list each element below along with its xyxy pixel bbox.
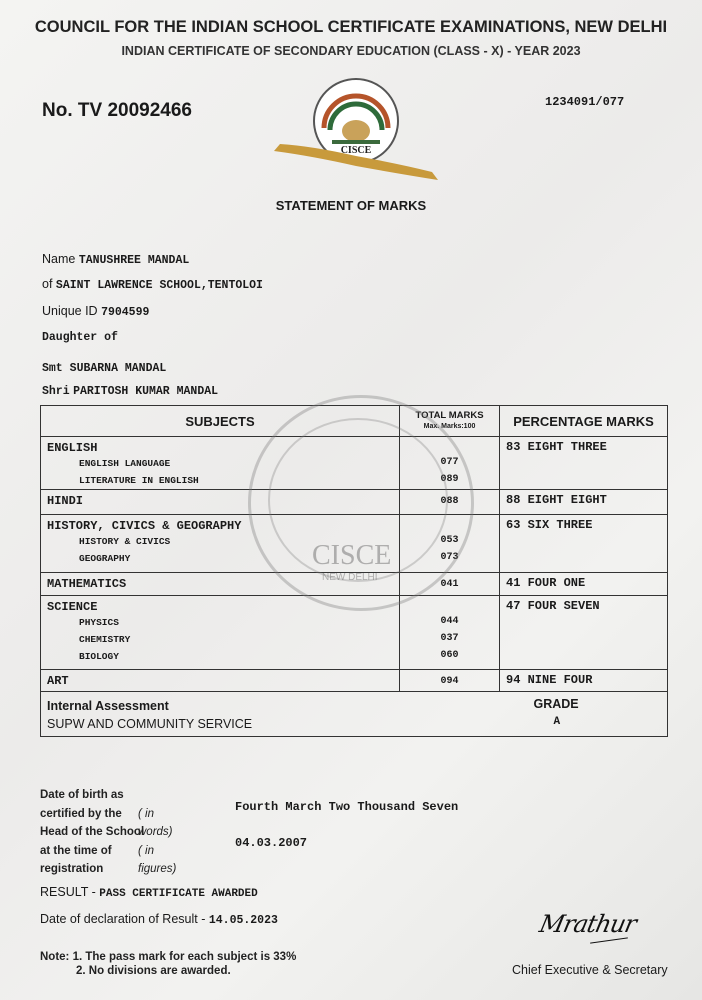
- reference-number: 1234091/077: [545, 95, 625, 109]
- relation-label: Daughter of: [42, 331, 118, 344]
- of-label: of: [42, 277, 53, 291]
- words-label: ( in words): [138, 807, 173, 838]
- percentage-cell: [500, 437, 668, 490]
- notes: [40, 950, 296, 978]
- signature: Mrathur: [537, 910, 639, 938]
- subject-cell: [41, 670, 400, 692]
- supw-label: SUPW AND COMMUNITY SERVICE: [47, 717, 253, 731]
- mother-row: [42, 360, 166, 375]
- internal-label: Internal Assessment: [47, 699, 169, 713]
- col-total-label: TOTAL MARKS: [415, 410, 484, 421]
- candidate-name: TANUSHREE MANDAL: [78, 254, 190, 267]
- sub-subject-name: PHYSICS: [79, 617, 119, 628]
- sub-subject-marks: 044: [440, 616, 459, 627]
- mother-name: SUBARNA MANDAL: [69, 362, 167, 375]
- uid-label: Unique ID: [42, 304, 98, 318]
- name-row: [42, 252, 189, 267]
- result-value: PASS CERTIFICATE AWARDED: [99, 888, 258, 900]
- dob-label-3: Head of the School: [40, 826, 145, 838]
- percentage-cell: [500, 573, 668, 596]
- declaration-label: Date of declaration of Result -: [40, 912, 206, 926]
- marks-cell: [400, 670, 500, 692]
- father-row: [42, 383, 218, 398]
- school-name: SAINT LAWRENCE SCHOOL,TENTOLOI: [55, 279, 263, 292]
- signatory-title: Chief Executive & Secretary: [512, 963, 668, 977]
- marks-cell: [400, 596, 500, 670]
- sub-subject-name: GEOGRAPHY: [79, 553, 131, 564]
- certificate-number: No. TV 20092466: [42, 100, 192, 121]
- col-subjects: SUBJECTS: [41, 406, 400, 437]
- father-label: Shri: [42, 385, 70, 398]
- subject-marks: 041: [440, 579, 459, 590]
- name-label: Name: [42, 252, 76, 266]
- result-label: RESULT -: [40, 885, 96, 899]
- percentage-value: 63 SIX THREE: [506, 518, 593, 532]
- dob-label-block: [40, 786, 177, 879]
- subject-name: SCIENCE: [47, 600, 98, 614]
- sub-subject-name: LITERATURE IN ENGLISH: [79, 475, 199, 486]
- sub-subject-marks: 089: [440, 474, 459, 485]
- sub-subject-marks: 053: [440, 535, 459, 546]
- watermark-text: CISCE: [312, 540, 392, 571]
- percentage-value: 88 EIGHT EIGHT: [506, 493, 607, 507]
- sub-subject-name: HISTORY & CIVICS: [79, 536, 171, 547]
- percentage-value: 41 FOUR ONE: [506, 576, 586, 590]
- sub-subject-marks: 037: [440, 633, 459, 644]
- dob-label-2: certified by the: [40, 807, 122, 820]
- subject-marks: 094: [440, 676, 459, 687]
- dob-words: Fourth March Two Thousand Seven: [235, 800, 459, 814]
- percentage-cell: [500, 490, 668, 515]
- sub-subject-name: CHEMISTRY: [79, 634, 131, 645]
- note-label: Note:: [40, 951, 70, 963]
- council-heading: COUNCIL FOR THE INDIAN SCHOOL CERTIFICATE EXAMINATIONS, NEW DELHI: [34, 18, 668, 36]
- note-1: 1. The pass mark for each subject is 33%: [72, 951, 297, 963]
- sub-subject-marks: 060: [440, 650, 459, 661]
- subject-name: ART: [47, 674, 69, 688]
- col-percentage: PERCENTAGE MARKS: [500, 406, 668, 437]
- dob-label-4: at the time of: [40, 844, 112, 857]
- percentage-value: 94 NINE FOUR: [506, 673, 593, 687]
- percentage-cell: [500, 670, 668, 692]
- sub-subject-marks: 077: [440, 457, 459, 468]
- logo-text: CISCE: [340, 145, 372, 156]
- dob-label-5: registration: [40, 863, 104, 875]
- uid-row: [42, 304, 149, 319]
- table-row: [41, 670, 668, 692]
- cisce-logo: [272, 76, 442, 188]
- internal-assessment-row: [41, 692, 668, 737]
- declaration-row: [40, 912, 278, 927]
- sub-subject-name: BIOLOGY: [79, 651, 119, 662]
- school-row: [42, 277, 263, 292]
- subject-name: HINDI: [47, 494, 84, 508]
- subject-marks: 088: [440, 496, 459, 507]
- percentage-value: 47 FOUR SEVEN: [506, 599, 600, 613]
- percentage-cell: [500, 515, 668, 573]
- dob-figures: 04.03.2007: [235, 836, 308, 850]
- sub-subject-name: ENGLISH LANGUAGE: [79, 458, 171, 469]
- percentage-cell: [500, 596, 668, 670]
- signature-underline: [590, 937, 628, 943]
- declaration-date: 14.05.2023: [208, 914, 278, 927]
- statement-title: STATEMENT OF MARKS: [275, 198, 427, 213]
- result-row: [40, 885, 258, 900]
- col-total-sub: Max. Marks:100: [423, 423, 476, 430]
- mother-label: Smt: [42, 362, 63, 375]
- subject-name: HISTORY, CIVICS & GEOGRAPHY: [47, 519, 242, 533]
- grade-label: GRADE: [533, 697, 579, 711]
- figures-label: ( in figures): [138, 844, 177, 875]
- percentage-value: 83 EIGHT THREE: [506, 440, 607, 454]
- sub-subject-marks: 073: [440, 552, 459, 563]
- subject-name: ENGLISH: [47, 441, 98, 455]
- note-2: 2. No divisions are awarded.: [76, 965, 231, 977]
- subject-name: MATHEMATICS: [47, 577, 127, 591]
- father-name: PARITOSH KUMAR MANDAL: [73, 385, 219, 398]
- dob-label-1: Date of birth as: [40, 789, 124, 801]
- watermark-sub: NEW DELHI: [322, 572, 378, 583]
- exam-heading: INDIAN CERTIFICATE OF SECONDARY EDUCATION (CLASS - X) - YEAR 2023: [121, 44, 581, 58]
- unique-id: 7904599: [101, 306, 150, 319]
- grade-value: A: [553, 716, 561, 728]
